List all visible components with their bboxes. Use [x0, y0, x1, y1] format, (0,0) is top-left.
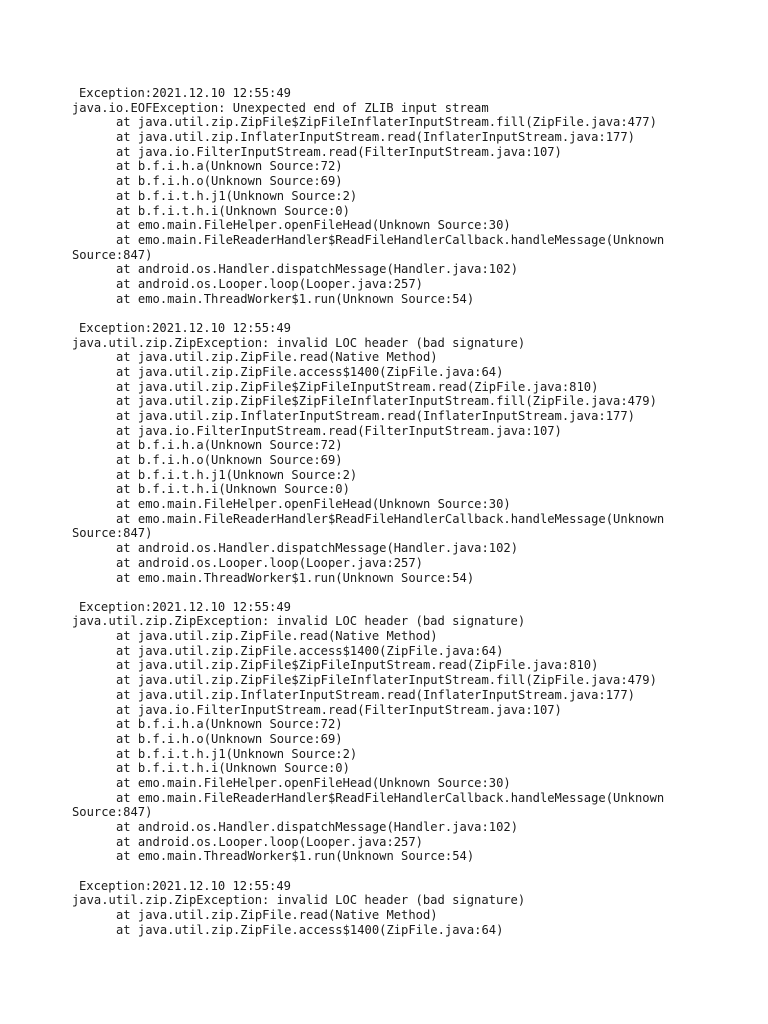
exception-timestamp: Exception:2021.12.10 12:55:49: [79, 86, 291, 100]
stack-frame: at b.f.i.t.h.i(Unknown Source:0): [116, 203, 350, 218]
stack-frame-continuation: Source:847): [72, 805, 153, 820]
exception-timestamp: Exception:2021.12.10 12:55:49: [79, 320, 291, 335]
stack-frame: at b.f.i.h.o(Unknown Source:69): [116, 174, 343, 189]
exception-block: [72, 86, 762, 306]
stack-frame: at java.util.zip.ZipFile.access$1400(ZipFile.java:64): [116, 643, 504, 658]
exception-block: [72, 600, 762, 864]
stack-frame: at emo.main.FileHelper.openFileHead(Unknown Source:30): [116, 218, 511, 233]
stack-frame: at java.util.zip.InflaterInputStream.read(InflaterInputStream.java:177): [116, 687, 635, 702]
stack-frame: at b.f.i.t.h.j1(Unknown Source:2): [116, 746, 358, 761]
stack-frame: at emo.main.FileHelper.openFileHead(Unknown Source:30): [116, 775, 511, 790]
exception-timestamp: Exception:2021.12.10 12:55:49: [79, 599, 291, 614]
stack-frame: at emo.main.FileReaderHandler$ReadFileHandlerCallback.handleMessage(Unknown: [116, 790, 665, 805]
stack-frame: at emo.main.FileReaderHandler$ReadFileHandlerCallback.handleMessage(Unknown: [116, 511, 665, 526]
exception-timestamp: Exception:2021.12.10 12:55:49: [79, 878, 291, 893]
exception-block: [72, 321, 762, 585]
stack-frame: at b.f.i.t.h.i(Unknown Source:0): [116, 761, 350, 776]
stack-frame: at java.util.zip.ZipFile$ZipFileInflaterInputStream.fill(ZipFile.java:479): [116, 673, 657, 688]
stack-frame: at b.f.i.h.o(Unknown Source:69): [116, 731, 343, 746]
stack-frame-continuation: Source:847): [72, 247, 153, 262]
stack-frame: at java.util.zip.ZipFile.access$1400(ZipFile.java:64): [116, 364, 504, 379]
stack-frame: at emo.main.FileReaderHandler$ReadFileHandlerCallback.handleMessage(Unknown: [116, 232, 665, 247]
stack-frame: at android.os.Looper.loop(Looper.java:257): [116, 555, 423, 570]
stack-frame: at java.io.FilterInputStream.read(FilterInputStream.java:107): [116, 702, 562, 717]
stack-frame: at java.util.zip.InflaterInputStream.read(InflaterInputStream.java:177): [116, 130, 635, 145]
stack-frame: at java.io.FilterInputStream.read(FilterInputStream.java:107): [116, 423, 562, 438]
stack-frame: at emo.main.ThreadWorker$1.run(Unknown Source:54): [116, 849, 475, 864]
stack-frame: at b.f.i.t.h.i(Unknown Source:0): [116, 482, 350, 497]
stack-frame: at android.os.Handler.dispatchMessage(Handler.java:102): [116, 541, 519, 556]
stack-frame: at android.os.Handler.dispatchMessage(Handler.java:102): [116, 820, 519, 834]
stack-frame: at emo.main.FileHelper.openFileHead(Unknown Source:30): [116, 497, 511, 512]
stack-frame: at b.f.i.h.a(Unknown Source:72): [116, 438, 343, 453]
exception-message: java.util.zip.ZipException: invalid LOC header (bad signature): [72, 335, 526, 350]
stack-frame: at android.os.Handler.dispatchMessage(Handler.java:102): [116, 262, 519, 277]
exception-message: java.io.EOFException: Unexpected end of ZLIB input stream: [72, 100, 489, 115]
stack-frame: at b.f.i.h.a(Unknown Source:72): [116, 159, 343, 174]
stack-frame: at b.f.i.t.h.j1(Unknown Source:2): [116, 188, 358, 203]
exception-message: java.util.zip.ZipException: invalid LOC header (bad signature): [72, 893, 526, 908]
stack-frame: at android.os.Looper.loop(Looper.java:257): [116, 276, 423, 291]
exception-log: [72, 86, 762, 952]
stack-frame: at java.util.zip.ZipFile.read(Native Method): [116, 350, 438, 365]
stack-frame: at java.util.zip.ZipFile.read(Native Method): [116, 629, 438, 644]
stack-frame: at java.util.zip.ZipFile$ZipFileInputStream.read(ZipFile.java:810): [116, 379, 599, 394]
stack-frame: at java.util.zip.ZipFile$ZipFileInputStream.read(ZipFile.java:810): [116, 658, 599, 673]
exception-block: [72, 879, 762, 938]
stack-frame: at android.os.Looper.loop(Looper.java:257): [116, 834, 423, 849]
stack-frame: at java.util.zip.ZipFile$ZipFileInflaterInputStream.fill(ZipFile.java:479): [116, 394, 657, 409]
stack-frame: at java.io.FilterInputStream.read(FilterInputStream.java:107): [116, 144, 562, 159]
exception-message: java.util.zip.ZipException: invalid LOC header (bad signature): [72, 614, 526, 629]
stack-frame: at b.f.i.t.h.j1(Unknown Source:2): [116, 467, 358, 482]
stack-frame: at java.util.zip.ZipFile.read(Native Method): [116, 907, 438, 922]
stack-frame: at b.f.i.h.a(Unknown Source:72): [116, 717, 343, 732]
stack-frame: at java.util.zip.InflaterInputStream.read(InflaterInputStream.java:177): [116, 408, 635, 423]
stack-frame-continuation: Source:847): [72, 526, 153, 541]
stack-frame: at emo.main.ThreadWorker$1.run(Unknown Source:54): [116, 291, 475, 306]
stack-frame: at java.util.zip.ZipFile$ZipFileInflaterInputStream.fill(ZipFile.java:477): [116, 115, 657, 130]
stack-frame: at java.util.zip.ZipFile.access$1400(ZipFile.java:64): [116, 922, 504, 937]
stack-frame: at b.f.i.h.o(Unknown Source:69): [116, 453, 343, 467]
stack-frame: at emo.main.ThreadWorker$1.run(Unknown Source:54): [116, 570, 475, 585]
